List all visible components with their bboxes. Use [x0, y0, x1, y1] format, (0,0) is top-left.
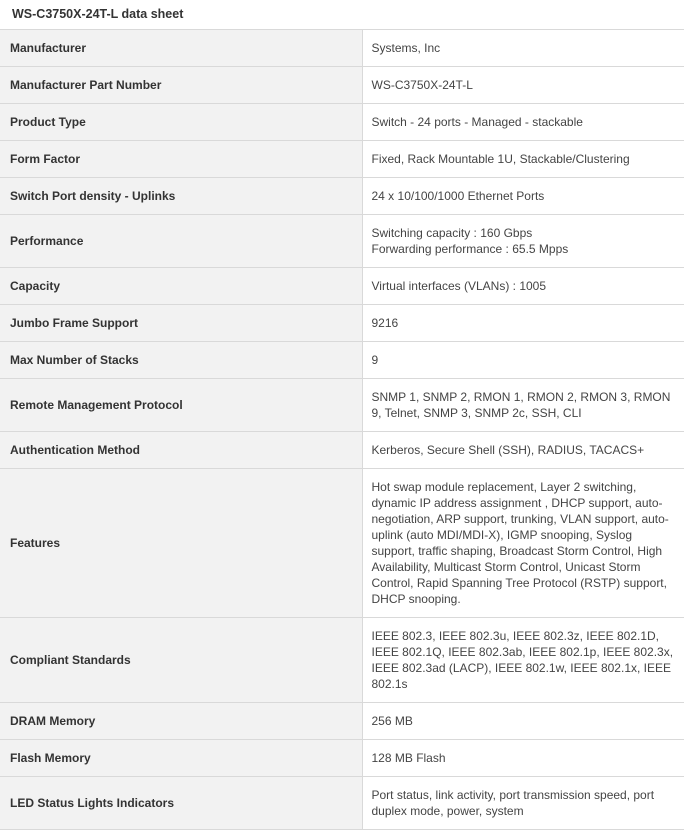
- spec-label: Performance: [0, 215, 362, 268]
- table-row: [0, 215, 684, 268]
- spec-value: [362, 268, 684, 305]
- spec-label: Features: [0, 469, 362, 618]
- spec-value-line: 256 MB: [371, 714, 413, 728]
- spec-value: [362, 104, 684, 141]
- table-row: [0, 67, 684, 104]
- spec-table: [0, 29, 684, 830]
- spec-value-line: Fixed, Rack Mountable 1U, Stackable/Clustering: [371, 152, 630, 166]
- spec-label: Authentication Method: [0, 432, 362, 469]
- spec-value-line: Systems, Inc: [371, 41, 441, 55]
- spec-label: Remote Management Protocol: [0, 379, 362, 432]
- spec-value-line: Port status, link activity, port transmission speed, port duplex mode, power, system: [371, 788, 655, 818]
- spec-value: [362, 215, 684, 268]
- spec-value: [362, 67, 684, 104]
- spec-value: [362, 379, 684, 432]
- spec-value-line: Kerberos, Secure Shell (SSH), RADIUS, TACACS+: [371, 443, 645, 457]
- spec-value-line: Switching capacity : 160 Gbps: [371, 226, 533, 240]
- table-row: [0, 379, 684, 432]
- table-row: [0, 342, 684, 379]
- table-row: [0, 469, 684, 618]
- spec-value: [362, 432, 684, 469]
- spec-label: Flash Memory: [0, 740, 362, 777]
- table-row: [0, 618, 684, 703]
- spec-label: Jumbo Frame Support: [0, 305, 362, 342]
- spec-label: Manufacturer Part Number: [0, 67, 362, 104]
- spec-value-line: 128 MB Flash: [371, 751, 446, 765]
- spec-value: [362, 740, 684, 777]
- table-row: [0, 141, 684, 178]
- spec-value-line: Forwarding performance : 65.5 Mpps: [371, 242, 569, 256]
- spec-value-line: IEEE 802.3, IEEE 802.3u, IEEE 802.3z, IEEE 802.1D, IEEE 802.1Q, IEEE 802.3ab, IEEE 802.1p, IEEE 802.3x, IEEE 802.3ad (LACP), IEEE 802.1w, IEEE 802.1x, IEEE 802.1s: [371, 629, 674, 691]
- spec-value-line: Virtual interfaces (VLANs) : 1005: [371, 279, 547, 293]
- spec-value-line: 9: [371, 353, 379, 367]
- spec-label: DRAM Memory: [0, 703, 362, 740]
- spec-value-line: 24 x 10/100/1000 Ethernet Ports: [371, 189, 545, 203]
- spec-value: [362, 469, 684, 618]
- spec-label: Switch Port density - Uplinks: [0, 178, 362, 215]
- spec-label: Max Number of Stacks: [0, 342, 362, 379]
- spec-label: Form Factor: [0, 141, 362, 178]
- spec-label: Product Type: [0, 104, 362, 141]
- table-row: [0, 30, 684, 67]
- spec-label: Capacity: [0, 268, 362, 305]
- spec-value: [362, 305, 684, 342]
- table-row: [0, 703, 684, 740]
- spec-value-line: WS-C3750X-24T-L: [371, 78, 473, 92]
- spec-value: [362, 777, 684, 830]
- spec-value: [362, 342, 684, 379]
- table-row: [0, 432, 684, 469]
- table-row: [0, 740, 684, 777]
- spec-value-line: 9216: [371, 316, 399, 330]
- spec-value: [362, 703, 684, 740]
- spec-value-line: Hot swap module replacement, Layer 2 switching, dynamic IP address assignment , DHCP support, auto-negotiation, ARP support, trunking, VLAN support, auto-uplink (auto MDI/MDI-X), IGMP snooping, Syslog support, traffic shaping, Broadcast Storm Control, High Availability, Multicast Storm Control, Unicast Storm Control, Rapid Spanning Tree Protocol (RSTP) support, DHCP snooping.: [371, 480, 669, 606]
- spec-value-line: Switch - 24 ports - Managed - stackable: [371, 115, 583, 129]
- spec-label: Compliant Standards: [0, 618, 362, 703]
- spec-value: [362, 30, 684, 67]
- spec-label: Manufacturer: [0, 30, 362, 67]
- spec-value: [362, 141, 684, 178]
- page-title: WS-C3750X-24T-L data sheet: [12, 7, 184, 21]
- table-row: [0, 178, 684, 215]
- table-row: [0, 305, 684, 342]
- spec-table-body: [0, 30, 684, 830]
- table-row: [0, 777, 684, 830]
- spec-value-line: SNMP 1, SNMP 2, RMON 1, RMON 2, RMON 3, RMON 9, Telnet, SNMP 3, SNMP 2c, SSH, CLI: [371, 390, 671, 420]
- table-row: [0, 104, 684, 141]
- spec-value: [362, 618, 684, 703]
- table-row: [0, 268, 684, 305]
- spec-label: LED Status Lights Indicators: [0, 777, 362, 830]
- spec-value: [362, 178, 684, 215]
